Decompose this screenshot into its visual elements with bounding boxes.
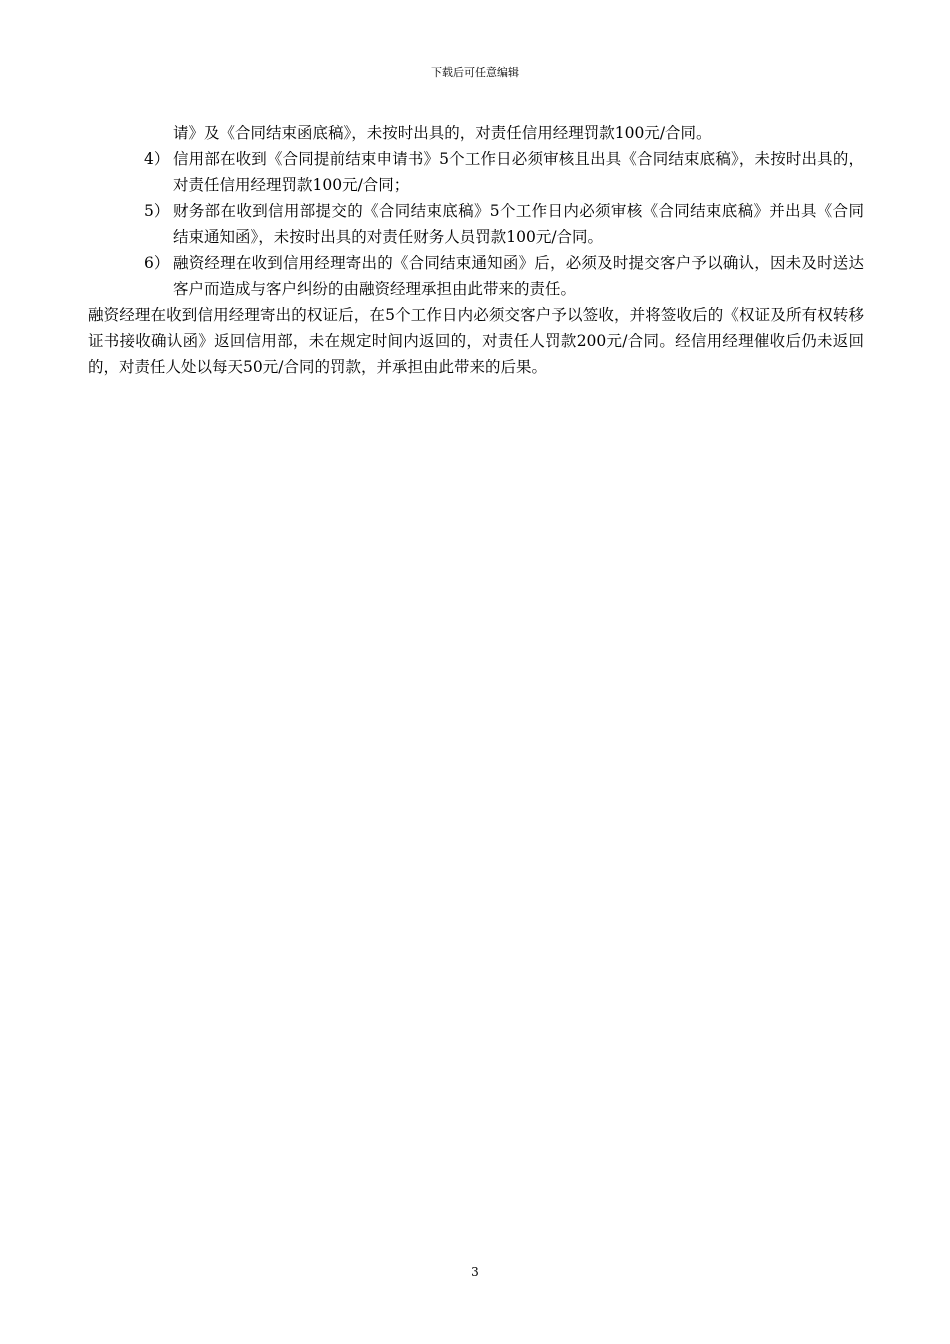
list-item bbox=[88, 250, 864, 302]
list-item-text: 融资经理在收到信用经理寄出的《合同结束通知函》后，必须及时提交客户予以确认，因未及时送达客户而造成与客户纠纷的由融资经理承担由此带来的责任。 bbox=[173, 254, 864, 298]
list-item bbox=[88, 198, 864, 250]
list-item bbox=[88, 146, 864, 198]
list-item-number: 6） bbox=[144, 254, 170, 272]
document-body bbox=[88, 120, 864, 380]
page-footer bbox=[0, 1264, 950, 1280]
list-item-number: 5） bbox=[144, 202, 170, 220]
continuation-text: 请》及《合同结束函底稿》，未按时出具的，对责任信用经理罚款100元/合同。 bbox=[173, 124, 712, 142]
list-item-text: 财务部在收到信用部提交的《合同结束底稿》5个工作日内必须审核《合同结束底稿》并出具《合同结束通知函》，未按时出具的对责任财务人员罚款100元/合同。 bbox=[173, 202, 864, 246]
body-paragraph: 融资经理在收到信用经理寄出的权证后，在5个工作日内必须交客户予以签收，并将签收后的《权证及所有权转移证书接收确认函》返回信用部，未在规定时间内返回的，对责任人罚款200元/合同。经信用经理催收后仍未返回的，对责任人处以每天50元/合同的罚款，并承担由此带来的后果。 bbox=[88, 306, 864, 376]
page-number: 3 bbox=[471, 1265, 479, 1279]
header-text: 下载后可任意编辑 bbox=[431, 66, 519, 79]
list-item-continuation bbox=[88, 120, 864, 146]
page-header bbox=[0, 66, 950, 80]
list-item-number: 4） bbox=[144, 150, 170, 168]
list-item-text: 信用部在收到《合同提前结束申请书》5个工作日必须审核且出具《合同结束底稿》，未按时出具的，对责任信用经理罚款100元/合同； bbox=[173, 150, 864, 194]
